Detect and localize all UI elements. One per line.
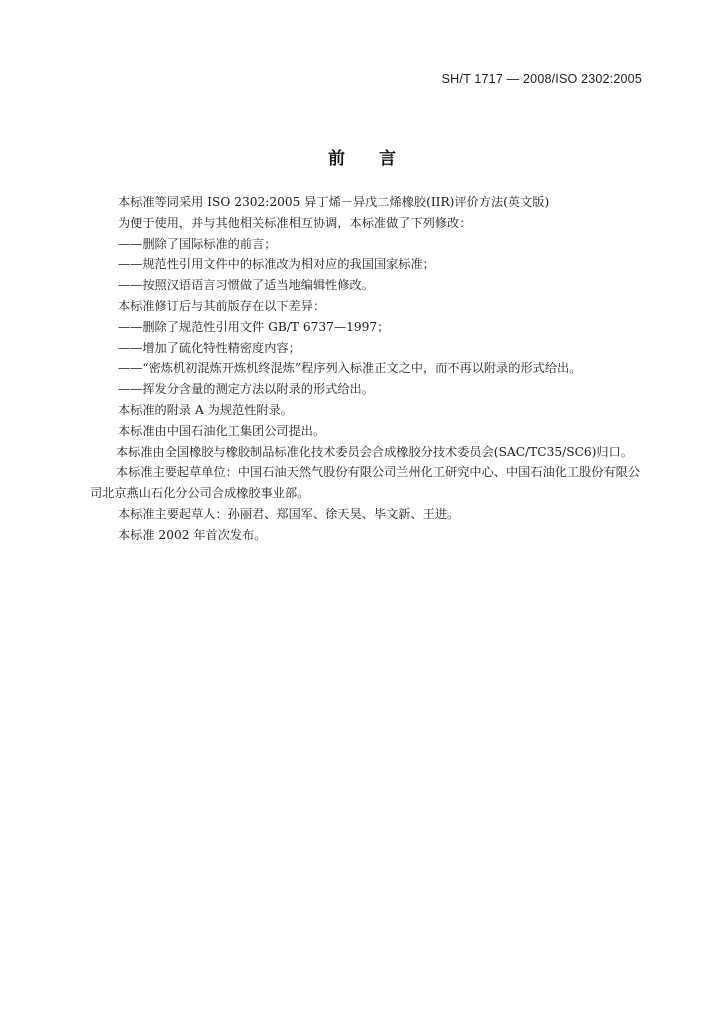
title-char-2: 言 bbox=[379, 149, 396, 169]
paragraph-differences-intro: 本标准修订后与其前版存在以下差异： bbox=[118, 298, 326, 313]
list-item-modification: ——删除了国际标准的前言； bbox=[118, 236, 277, 251]
list-item-difference: ——“密炼机初混炼开炼机终混炼”程序列入标准正文之中，而不再以附录的形式给出。 bbox=[118, 361, 582, 376]
list-item-difference: ——挥发分含量的测定方法以附录的形式给出。 bbox=[118, 382, 374, 397]
paragraph-adoption: 本标准等同采用 ISO 2302:2005 异丁烯－异戊二烯橡胶(IIR)评价方法(英文版) bbox=[118, 195, 550, 209]
paragraph-annex: 本标准的附录 A 为规范性附录。 bbox=[118, 402, 293, 417]
page-title bbox=[0, 144, 724, 169]
paragraph-jurisdiction: 本标准由全国橡胶与橡胶制品标准化技术委员会合成橡胶分技术委员会(SAC/TC35/SC6)归口。 bbox=[116, 444, 633, 459]
paragraph-first-release: 本标准 2002 年首次发布。 bbox=[118, 527, 267, 542]
list-item-modification: ——按照汉语语言习惯做了适当地编辑性修改。 bbox=[118, 278, 374, 293]
paragraph-drafting-units: 本标准主要起草单位：中国石油天然气股份有限公司兰州化工研究中心、中国石油化工股份有限公司北京燕山石化分公司合成橡胶事业部。 bbox=[90, 465, 641, 501]
paragraph-proposer: 本标准由中国石油化工集团公司提出。 bbox=[118, 423, 326, 438]
paragraph-modifications-intro: 为便于使用，并与其他相关标准相互协调，本标准做了下列修改： bbox=[118, 215, 472, 230]
title-char-1: 前 bbox=[328, 149, 345, 169]
paragraph-drafters: 本标准主要起草人：孙丽君、郑国军、徐天昊、毕文新、王进。 bbox=[118, 506, 460, 521]
standard-code: SH/T 1717 — 2008/ISO 2302:2005 bbox=[441, 72, 642, 86]
list-item-modification: ——规范性引用文件中的标准改为相对应的我国国家标准； bbox=[118, 257, 435, 272]
list-item-difference: ——删除了规范性引用文件 GB/T 6737—1997； bbox=[118, 319, 390, 334]
list-item-difference: ——增加了硫化特性精密度内容； bbox=[118, 340, 301, 355]
foreword-body bbox=[92, 192, 652, 546]
